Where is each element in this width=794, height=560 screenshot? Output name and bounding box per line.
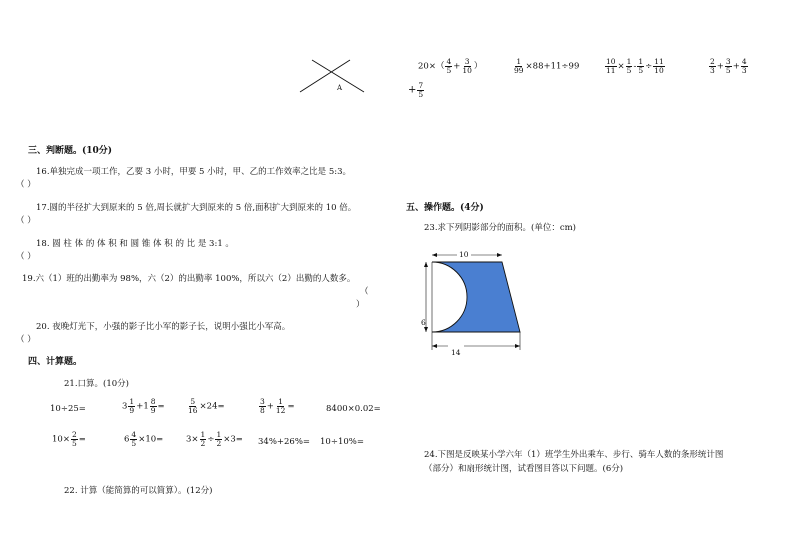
- dim-top-label: 10: [459, 250, 469, 259]
- answer-paren-19-close: ）: [356, 300, 365, 310]
- question-20: 20. 夜晚灯光下，小强的影子比小军的影子长，说明小强比小军高。: [36, 322, 291, 332]
- answer-paren-19-open: （: [360, 287, 369, 297]
- top-expression-4-tail: + $\frac{7}{5}$: [408, 81, 424, 99]
- question-24-line-2: （部分）和扇形统计图，试看图目答以下问题。(6分): [424, 464, 624, 474]
- top-expression-1: 20×（ $\frac{4}{5}$ + $\frac{3}{10}$ ）: [418, 57, 483, 75]
- top-expression-3: $\frac{10}{11}$ × $\frac{1}{5}$ - $\frac{1}{5}$ ÷ $\frac{11}{10}$: [606, 57, 664, 75]
- section5-title: 五、操作题。(4分): [406, 203, 484, 213]
- top-expression-2: $\frac{1}{99}$ ×88+11÷99: [514, 57, 580, 75]
- shaded-region: [432, 262, 520, 332]
- calc-r1-a: 10÷25=: [50, 404, 86, 414]
- top-expression-4: $\frac{2}{3}$ + $\frac{3}{5}$ + $\frac{4}{3}$: [710, 57, 747, 75]
- calc-r1-c: $\frac{5}{16}$ ×24=: [188, 397, 225, 415]
- question-22: 22. 计算（能简算的可以简算）。(12分): [64, 486, 213, 496]
- shaded-area-figure: [418, 246, 538, 362]
- calc-r1-d: $\frac{3}{8}$ + $\frac{1}{12}$ =: [260, 397, 295, 415]
- question-19: 19.六（1）班的出勤率为 98%，六（2）的出勤率 100%，所以六（2）出勤的人数多。: [22, 274, 356, 284]
- calc-r2-c: 3× $\frac{1}{2}$ ÷ $\frac{1}{2}$ ×3=: [186, 430, 243, 448]
- question-17: 17.圆的半径扩大到原来的 5 倍,周长就扩大到原来的 5 倍,面积扩大到原来的 10 倍。: [36, 203, 357, 213]
- section3-title: 三、判断题。(10分): [28, 146, 113, 156]
- angle-label: A: [337, 84, 343, 92]
- question-18: 18. 圆 柱 体 的 体 积 和 圆 锥 体 积 的 比 是 3:1 。: [36, 239, 234, 249]
- calc-r1-e: 8400×0.02=: [326, 404, 381, 414]
- question-21: 21.口算。(10分): [64, 379, 129, 389]
- section4-title: 四、计算题。: [28, 357, 83, 367]
- calc-r1-b: 3 $\frac{1}{9}$ +1 $\frac{8}{9}$ =: [122, 397, 165, 415]
- calc-r2-d: 34%+26%=: [258, 437, 311, 447]
- question-16: 16.单独完成一项工作，乙要 3 小时，甲要 5 小时，甲、乙的工作效率之比是 5:3。: [36, 167, 352, 177]
- question-23: 23.求下列阴影部分的面积。(单位：cm): [424, 223, 576, 233]
- dim-left-label: 6: [421, 318, 426, 327]
- calc-r2-e: 10÷10%=: [320, 437, 364, 447]
- question-24-line-1: 24.下图是反映某小学六年（1）班学生外出乘车、步行、骑车人数的条形统计图: [424, 450, 724, 460]
- answer-paren-17: （ ）: [16, 216, 36, 226]
- dim-bottom-label: 14: [451, 348, 461, 357]
- angle-figure: [298, 58, 368, 98]
- answer-paren-16: （ ）: [16, 180, 36, 190]
- answer-paren-20: （ ）: [16, 335, 36, 345]
- answer-paren-18: （ ）: [16, 252, 36, 262]
- calc-r2-a: 10× $\frac{2}{5}$ =: [52, 430, 86, 448]
- calc-r2-b: 6 $\frac{4}{5}$ ×10=: [124, 430, 164, 448]
